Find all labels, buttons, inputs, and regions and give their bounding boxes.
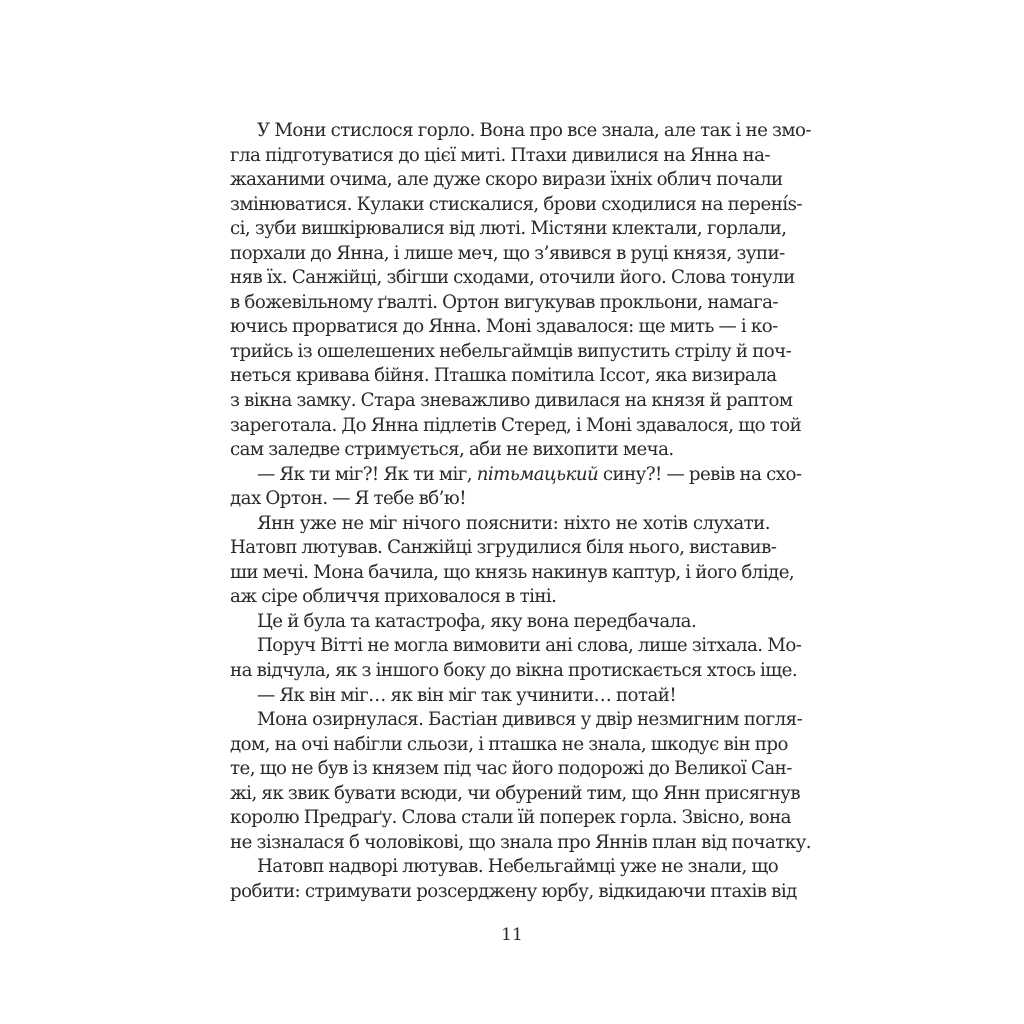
text-line: не зізналася б чоловікові, що знала про Яннів план від початку.	[230, 831, 811, 853]
text-line: на відчула, як з іншого боку до вікна протискається хтось іще.	[230, 660, 798, 682]
text-line: Натовп надворі лютував. Небельгаймці уже не знали, що	[257, 856, 779, 878]
text-line: Поруч Вітті не могла вимовити ані слова, лише зітхала. Мо-	[257, 635, 802, 657]
text-line: трийсь із ошелешених небельгаймців випустить стрілу й поч-	[230, 340, 792, 362]
text-line: з вікна замку. Стара зневажливо дивилася на князя й раптом	[230, 390, 793, 412]
text-line: гла підготуватися до цієї миті. Птахи дивилися на Янна на-	[230, 144, 770, 166]
text-line: порхали до Янна, і лише меч, що з’явився в руці князя, зупи-	[230, 242, 785, 264]
text-line: те, що не був із князем під час його подорожі до Великої Сан-	[230, 758, 792, 780]
text-line: Це й була та катастрофа, яку вона передбачала.	[257, 610, 697, 632]
text-line: королю Предраґу. Слова стали їй поперек горла. Звісно, вона	[230, 807, 791, 829]
body-text	[230, 119, 812, 905]
text-line: неться кривава бійня. Пташка помітила Іссот, яка визирала	[230, 365, 777, 387]
text-line: Янн уже не міг нічого пояснити: ніхто не хотів слухати.	[257, 512, 770, 534]
emphasis: пітьмацький	[476, 463, 599, 485]
text-line: — Як ти міг?! Як ти міг, пітьмацький сину?! — ревів на схо-	[257, 463, 802, 485]
page-number: 11	[501, 925, 523, 945]
text-line: Натовп лютував. Санжійці згрудилися біля нього, виставив-	[230, 537, 777, 559]
text-line: ши мечі. Мона бачила, що князь накинув каптур, і його бліде,	[230, 561, 795, 583]
text-line: зареготала. До Янна підлетів Стеред, і Моні здавалося, що той	[230, 414, 802, 436]
text-line: аж сіре обличчя приховалося в тіні.	[230, 586, 557, 608]
text-line: У Мони стислося горло. Вона про все знала, але так і не змо-	[257, 120, 812, 141]
text-line: дах Ортон. — Я тебе вб’ю!	[230, 488, 466, 510]
text-line: ючись прорватися до Янна. Моні здавалося: ще мить — і ко-	[230, 316, 778, 338]
text-line: робити: стримувати розсерджену юрбу, відкидаючи птахів від	[230, 880, 797, 902]
text-line: сі, зуби вишкірювалися від люті. Містяни клектали, горлали,	[230, 218, 787, 240]
text-line: дом, на очі набігли сльози, і пташка не знала, шкодує він про	[230, 733, 788, 755]
text-line: жі, як звик бувати всюди, чи обурений тим, що Янн присягнув	[230, 782, 801, 804]
text-line: жаханими очима, але дуже скоро вирази їхніх облич почали	[230, 169, 783, 191]
text-line: змінюватися. Кулаки стискалися, брови сходилися на перенís-	[230, 193, 802, 215]
text-line: няв їх. Санжійці, збігши сходами, оточили його. Слова тонули	[230, 267, 795, 289]
text-line: сам заледве стримується, аби не вихопити меча.	[230, 439, 674, 461]
text-line: — Як він міг… як він міг так учинити… потай!	[257, 684, 677, 706]
text-line: в божевільному ґвалті. Ортон вигукував прокльони, намага-	[230, 291, 778, 313]
text-line: Мона озирнулася. Бастіан дивився у двір незмигним погля-	[257, 709, 803, 731]
